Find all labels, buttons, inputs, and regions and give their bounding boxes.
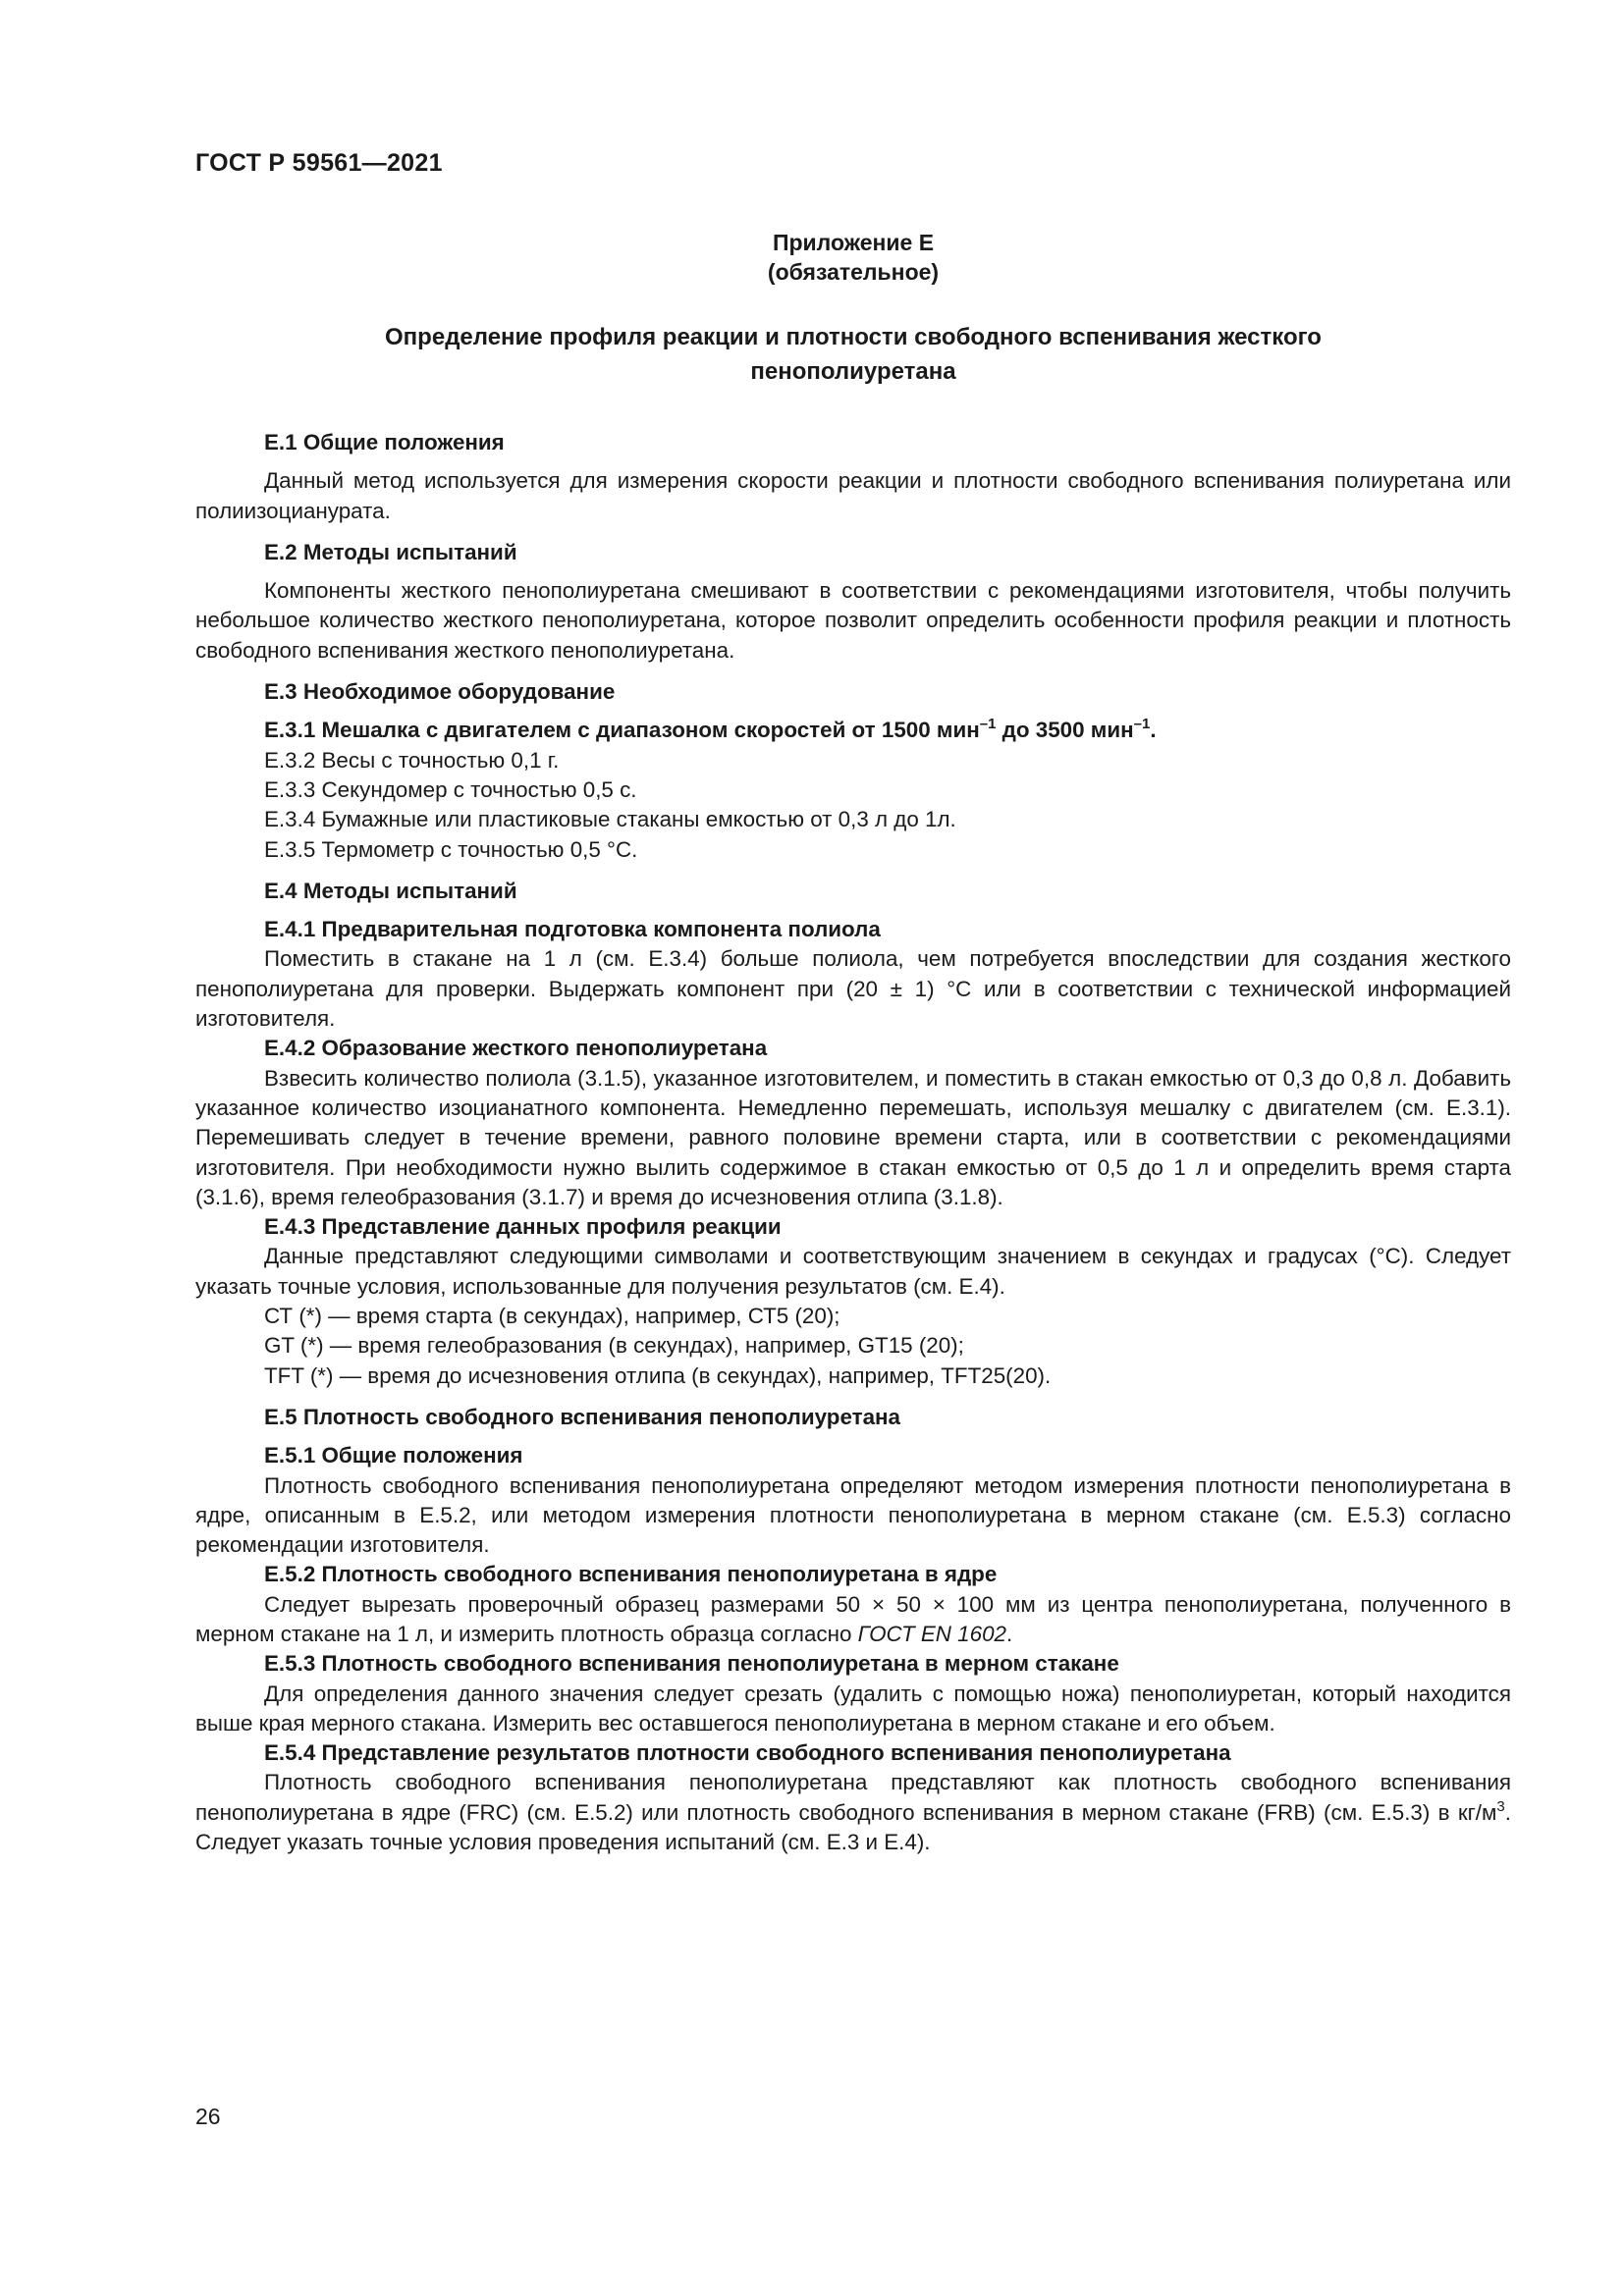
section-e42-text: Взвесить количество полиола (3.1.5), указанное изготовителем, и поместить в стакан емкостью от 0,3 до 0,8 л. Добавить указанное количество изоцианатного компонента. Немедленно перемешать, используя мешалку с двигателем (см. Е.3.1). Перемешивать следует в течение времени, равного половине времени старта, или в соответствии с рекомендациями изготовителя. При необходимости нужно вылить содержимое в стакан емкостью от 0,5 до 1 л и определить время старта (3.1.6), время гелеобразования (3.1.7) и время до исчезновения отлипа (3.1.8). [195,1065,1511,1209]
section-e42-heading: Е.4.2 Образование жесткого пенополиуретана [264,1036,768,1061]
section-e2-heading: Е.2 Методы испытаний [264,539,517,564]
item-e33: Е.3.3 Секундомер с точностью 0,5 с. [264,776,637,802]
section-e4-heading: Е.4 Методы испытаний [264,878,517,903]
annex-title: Приложение Е [772,230,935,255]
document-body [195,428,1511,1857]
section-e51-heading: Е.5.1 Общие положения [264,1443,523,1468]
section-e2-text: Компоненты жесткого пенополиуретана смешивают в соответствии с рекомендациями изготовителя, чтобы получить небольшое количество жесткого пенополиуретана, которое позволит определить особенности профиля реакции и плотность свободного вспенивания жесткого пенополиуретана. [195,578,1511,663]
section-e53-text: Для определения данного значения следует срезать (удалить с помощью ножа) пенополиуретан, который находится выше края мерного стакана. Измерить вес оставшегося пенополиуретана в мерном стакане и его объем. [195,1681,1511,1735]
section-e52-heading: Е.5.2 Плотность свободного вспенивания пенополиуретана в ядре [264,1562,998,1587]
page-number: 26 [195,2104,221,2129]
annex-status: (обязательное) [767,259,940,285]
symbol-tft: TFT (*) — время до исчезновения отлипа (в секундах), например, TFT25(20). [264,1362,1052,1388]
section-e54-heading: Е.5.4 Представление результатов плотности свободного вспенивания пенополиуретана [264,1740,1231,1766]
section-e1-text: Данный метод используется для измерения скорости реакции и плотности свободного вспенивания полиуретана или полиизоцианурата. [195,468,1511,523]
symbol-ct: СТ (*) — время старта (в секундах), например, СТ5 (20); [264,1304,840,1329]
section-e5-heading: Е.5 Плотность свободного вспенивания пенополиуретана [264,1404,901,1429]
section-e54-text: Плотность свободного вспенивания пенополиуретана представляют как плотность свободного вспенивания пенополиуретана в ядре (FRC) (см. Е.5.2) или плотность свободного вспенивания в мерном стакане (FRB) (см. Е.5.3) в $кг/м^3$. Следует указать точные условия проведения испытаний (см. Е.3 и Е.4). [195,1770,1511,1855]
annex-heading [195,320,1511,389]
annex-heading-line-2: пенополиуретана [750,358,956,385]
section-e43-text: Данные представляют следующими символами и соответствующим значением в секундах и градусах (°С). Следует указать точные условия, использованные для получения результатов (см. Е.4). [195,1244,1511,1299]
section-e52-text: Следует вырезать проверочный образец размерами 50 × 50 × 100 мм из центра пенополиуретана, полученного в мерном стакане на 1 л, и измерить плотность образца согласно ГОСТ EN 1602. [195,1591,1511,1646]
annex-label [195,228,1511,287]
section-e3-heading: Е.3 Необходимое оборудование [264,679,616,705]
section-e41-text: Поместить в стакане на 1 л (см. Е.3.4) больше полиола, чем потребуется впоследствии для создания жесткого пенополиуретана для проверки. Выдержать компонент при (20 ± 1) °С или в соответствии с технической информацией изготовителя. [195,946,1511,1032]
section-e51-text: Плотность свободного вспенивания пенополиуретана определяют методом измерения плотности пенополиуретана в ядре, описанным в Е.5.2, или методом измерения плотности пенополиуретана в мерном стакане (см. Е.5.3) согласно рекомендации изготовителя. [195,1472,1511,1558]
item-e32: Е.3.2 Весы с точностью 0,1 г. [264,747,560,773]
section-e53-heading: Е.5.3 Плотность свободного вспенивания пенополиуретана в мерном стакане [264,1651,1119,1677]
symbol-gt: GT (*) — время гелеобразования (в секундах), например, GT15 (20); [264,1333,964,1359]
section-e43-heading: Е.4.3 Представление данных профиля реакции [264,1214,782,1240]
section-e41-heading: Е.4.1 Предварительная подготовка компонента полиола [264,917,881,942]
item-e31: Е.3.1 Мешалка с двигателем с диапазоном скоростей от 1500 мин$^{-1}$ до 3500 мин$^{-1}$. [264,716,1157,743]
item-e35: Е.3.5 Термометр с точностью 0,5 °С. [264,836,638,862]
standard-reference: ГОСТ EN 1602 [857,1621,1006,1646]
standard-designation: ГОСТ Р 59561—2021 [195,149,443,177]
annex-heading-line-1: Определение профиля реакции и плотности свободного вспенивания жесткого [385,324,1322,350]
item-e34: Е.3.4 Бумажные или пластиковые стаканы емкостью от 0,3 л до 1л. [264,807,956,832]
section-e1-heading: Е.1 Общие положения [264,430,505,454]
